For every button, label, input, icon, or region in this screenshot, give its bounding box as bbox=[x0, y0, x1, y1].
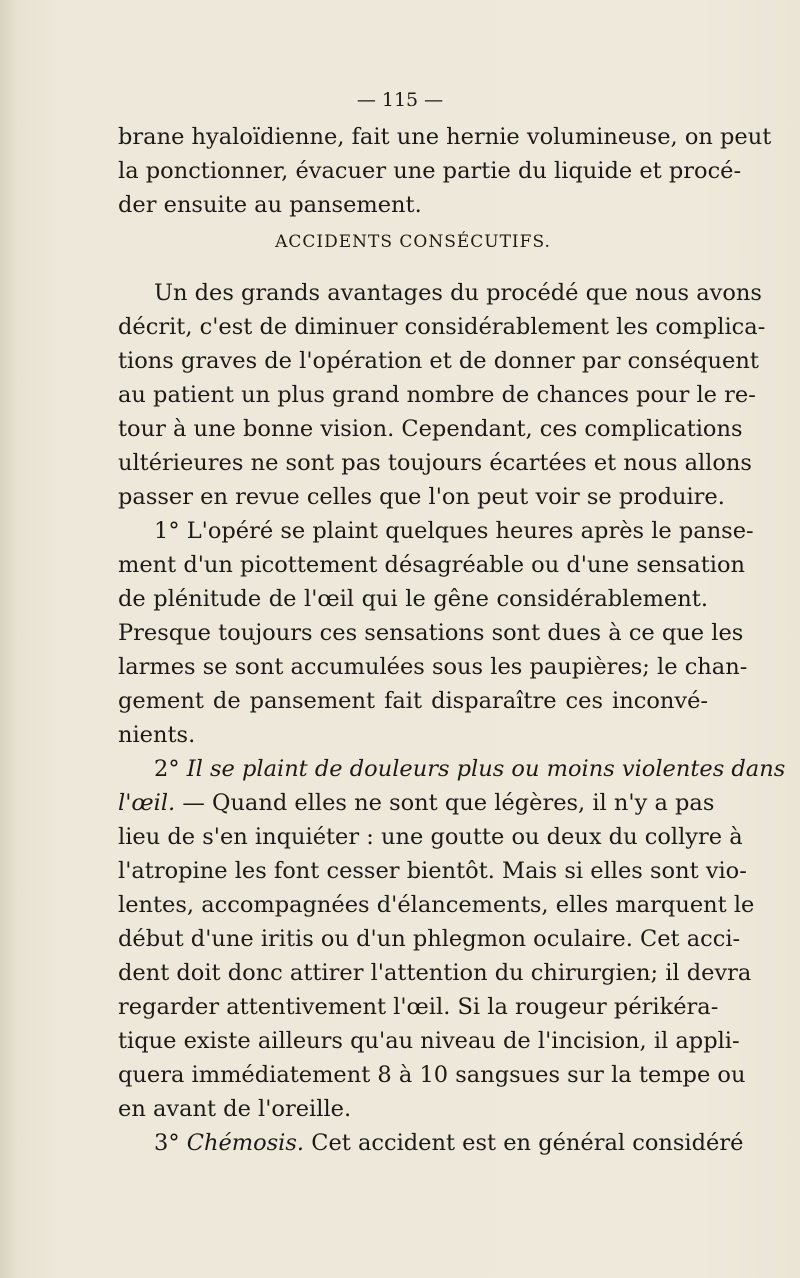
text-line: au patient un plus grand nombre de chances pour le re- bbox=[118, 382, 756, 408]
text-line: la ponctionner, évacuer une partie du liquide et procé- bbox=[118, 158, 742, 184]
item-number: 2° bbox=[154, 756, 180, 782]
text-line: der ensuite au pansement. bbox=[118, 192, 422, 218]
text-line: larmes se sont accumulées sous les paupières; le chan- bbox=[118, 654, 748, 680]
text-line: lentes, accompagnées d'élancements, elles marquent le bbox=[118, 892, 755, 918]
text-line: en avant de l'oreille. bbox=[118, 1096, 352, 1122]
text-run: — Quand elles ne sont que légères, il n'y a pas bbox=[175, 790, 715, 816]
page-number: — 115 — bbox=[356, 89, 444, 111]
text-line: ultérieures ne sont pas toujours écartées et nous allons bbox=[118, 450, 752, 476]
text-line: nients. bbox=[118, 722, 196, 748]
text-line: Presque toujours ces sensations sont dues à ce que les bbox=[118, 620, 744, 646]
italic-heading: Il se plaint de douleurs plus ou moins violentes dans bbox=[186, 756, 786, 782]
text-line: Un des grands avantages du procédé que nous avons bbox=[154, 280, 762, 306]
text-line: dent doit donc attirer l'attention du chirurgien; il devra bbox=[118, 960, 752, 986]
item-number: 3° bbox=[154, 1130, 180, 1156]
italic-heading: Chémosis. bbox=[186, 1130, 305, 1156]
italic-heading: l'œil. bbox=[118, 790, 176, 816]
text-line bbox=[118, 1126, 744, 1160]
text-line: tions graves de l'opération et de donner par conséquent bbox=[118, 348, 759, 374]
body-text bbox=[118, 120, 786, 1160]
text-line bbox=[118, 752, 786, 786]
text-line: tour à une bonne vision. Cependant, ces complications bbox=[118, 416, 743, 442]
text-line: début d'une iritis ou d'un phlegmon oculaire. Cet acci- bbox=[118, 926, 741, 952]
text-line: passer en revue celles que l'on peut voir se produire. bbox=[118, 484, 725, 510]
section-heading: ACCIDENTS CONSÉCUTIFS. bbox=[275, 232, 551, 252]
text-line: quera immédiatement 8 à 10 sangsues sur la tempe ou bbox=[118, 1062, 746, 1088]
text-line: de plénitude de l'œil qui le gêne considérablement. bbox=[118, 586, 708, 612]
text-line: gement de pansement fait disparaître ces inconvé- bbox=[118, 688, 708, 714]
text-run: Cet accident est en général considéré bbox=[304, 1130, 744, 1156]
text-line bbox=[118, 786, 715, 820]
text-line: lieu de s'en inquiéter : une goutte ou deux du collyre à bbox=[118, 824, 743, 850]
text-line: l'atropine les font cesser bientôt. Mais si elles sont vio- bbox=[118, 858, 747, 884]
text-line: brane hyaloïdienne, fait une hernie volumineuse, on peut bbox=[118, 124, 772, 150]
text-line: 1° L'opéré se plaint quelques heures après le panse- bbox=[154, 518, 754, 544]
text-line: tique existe ailleurs qu'au niveau de l'incision, il appli- bbox=[118, 1028, 740, 1054]
text-line: ment d'un picottement désagréable ou d'une sensation bbox=[118, 552, 745, 578]
text-line: décrit, c'est de diminuer considérablement les complica- bbox=[118, 314, 766, 340]
text-line: regarder attentivement l'œil. Si la rougeur périkéra- bbox=[118, 994, 719, 1020]
